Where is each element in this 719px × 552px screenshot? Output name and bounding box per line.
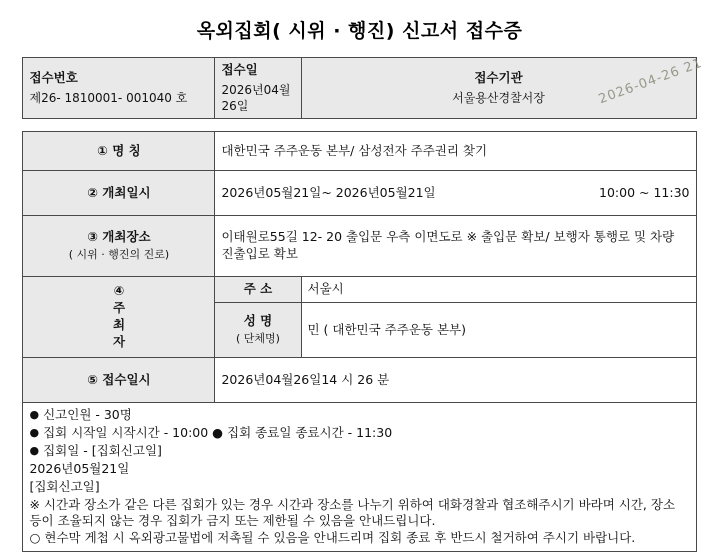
datetime-value: 2026년05월21일~ 2026년05월21일 (215, 171, 461, 216)
date-stamp: 2026-04-26 21 (596, 55, 705, 108)
host-label-ja: 자 (112, 334, 126, 350)
bullet-icon: ● (29, 426, 40, 439)
table-row-place (23, 216, 696, 277)
table-row-host-address (23, 277, 696, 303)
notes-cell (23, 403, 696, 552)
receipt-no-label: 접수번호 (29, 70, 78, 86)
spacer-cell (23, 119, 696, 132)
host-name-label (215, 303, 301, 358)
name-value: 대한민국 주주운동 본부/ 삼성전자 주주권리 찾기 (215, 132, 696, 171)
receipt-no-value: 제26- 1810001- 001040 호 (29, 90, 188, 105)
note-line-6: ※ 시간과 장소가 같은 다른 집회가 있는 경우 시간과 장소를 나누기 위하여 대화경찰과 협조해주시기 바라며 시간, 장소 등이 조율되지 않는 경우 집회가 금지 또는 제한될 수 있음을 안내드립니다. (29, 496, 676, 529)
receipt-document (0, 16, 719, 546)
note-line-2-text: 집회 시작일 시작시간 - 10:00 ● 집회 종료일 종료시간 - 11:30 (43, 425, 393, 440)
place-value: 이태원로55길 12- 20 출입문 우측 이면도로 ※ 출입문 확보/ 보행자 통행로 및 차량 진출입로 확보 (215, 216, 696, 277)
host-name-label-sub: ( 단체명) (236, 332, 280, 346)
receipt-table (22, 57, 696, 552)
host-name-label-main: 성 명 (243, 313, 273, 329)
receipt-date-label: 접수일 (221, 62, 258, 77)
host-address-value: 서울시 (301, 277, 696, 303)
table-row-notes (23, 403, 696, 552)
receipt-date-cell (215, 58, 301, 119)
host-number-label: ④ (113, 283, 125, 299)
host-label-ju: 주 (112, 300, 126, 316)
note-line-7: ○ 현수막 게첩 시 옥외광고물법에 저촉될 수 있음을 안내드리며 집회 종료 후 반드시 철거하여 주시기 바랍니다. (29, 530, 636, 546)
host-address-label: 주 소 (215, 277, 301, 303)
received-label: ⑤ 접수일시 (23, 358, 215, 403)
agency-value: 서울용산경찰서장 (452, 90, 545, 105)
received-value: 2026년04월26일14 시 26 분 (215, 358, 696, 403)
bullet-icon: ● (29, 443, 40, 457)
table-row-name (23, 132, 696, 171)
receipt-no-cell (23, 58, 215, 119)
note-line-3-text: 집회일 - [집회신고일] (43, 442, 162, 458)
host-name-value: 민 ( 대한민국 주주운동 본부) (301, 303, 696, 358)
place-label-sub: ( 시위 · 행진의 진로) (68, 248, 170, 262)
host-label-choe: 최 (112, 317, 126, 333)
datetime-time: 10:00 ~ 11:30 (461, 171, 696, 216)
note-line-2 (29, 425, 689, 442)
name-label: ① 명 칭 (23, 132, 215, 171)
datetime-label: ② 개최일시 (23, 171, 215, 216)
note-line-1 (29, 407, 689, 424)
note-line-3 (29, 443, 689, 460)
table-row-header (23, 58, 696, 119)
place-label (23, 216, 215, 277)
note-line-4: 2026년05월21일 (29, 460, 130, 476)
note-line-5: [집회신고일] (29, 478, 100, 494)
page-title: 옥외집회( 시위 · 행진) 신고서 접수증 (196, 20, 523, 42)
note-line-1-text: 신고인원 - 30명 (43, 407, 132, 423)
place-label-main: ③ 개최장소 (87, 229, 151, 245)
bullet-icon: ● (29, 408, 40, 422)
receipt-date-value: 2026년04월26일 (221, 82, 291, 114)
agency-label: 접수기관 (474, 70, 523, 86)
table-row-spacer (23, 119, 696, 132)
host-vertical-label (23, 277, 215, 358)
table-row-datetime (23, 171, 696, 216)
table-row-received (23, 358, 696, 403)
